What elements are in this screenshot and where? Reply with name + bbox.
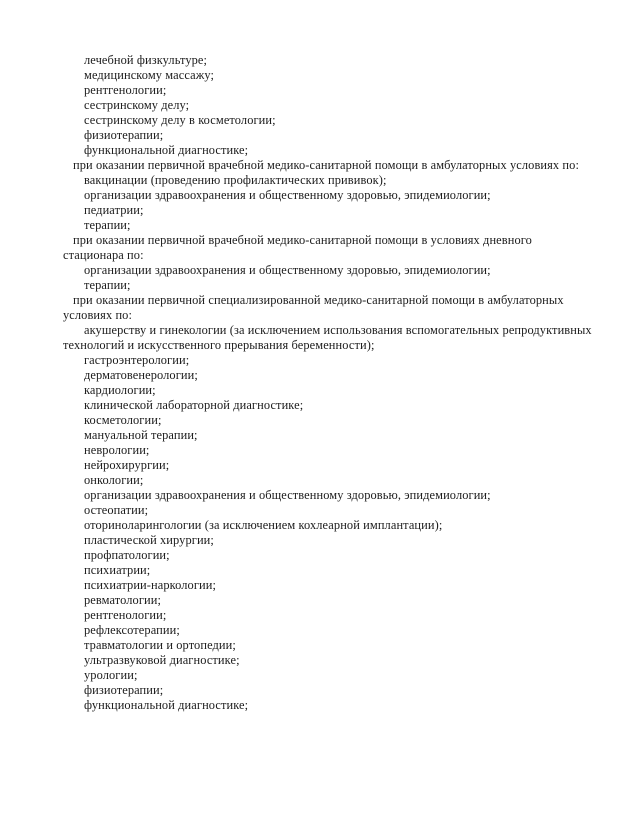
text-line: онкологии; — [84, 473, 144, 487]
text-line: пластической хирургии; — [84, 533, 214, 547]
text-line: дерматовенерологии; — [84, 368, 198, 382]
text-line: травматологии и ортопедии; — [84, 638, 236, 652]
text-line: мануальной терапии; — [84, 428, 198, 442]
text-line: физиотерапии; — [84, 128, 164, 142]
text-line: организации здравоохранения и общественному здоровью, эпидемиологии; — [84, 488, 491, 502]
text-line: функциональной диагностике; — [84, 143, 249, 157]
text-line: рефлексотерапии; — [84, 623, 180, 637]
text-line: нейрохирургии; — [84, 458, 170, 472]
text-line: при оказании первичной специализированной медико-санитарной помощи в амбулаторных — [73, 293, 564, 307]
text-line: лечебной физкультуре; — [84, 53, 208, 67]
text-line: косметологии; — [84, 413, 162, 427]
text-line: педиатрии; — [84, 203, 144, 217]
text-line: психиатрии; — [84, 563, 151, 577]
text-line: оториноларингологии (за исключением кохлеарной имплантации); — [84, 518, 443, 532]
text-line: ревматологии; — [84, 593, 162, 607]
text-line: урологии; — [84, 668, 138, 682]
text-line: профпатологии; — [84, 548, 170, 562]
text-line: клинической лабораторной диагностике; — [84, 398, 304, 412]
text-line: при оказании первичной врачебной медико-санитарной помощи в амбулаторных условиях по: — [73, 158, 579, 172]
text-line: организации здравоохранения и общественному здоровью, эпидемиологии; — [84, 263, 491, 277]
text-line: медицинскому массажу; — [84, 68, 215, 82]
text-line: сестринскому делу; — [84, 98, 190, 112]
text-line: акушерству и гинекологии (за исключением использования вспомогательных репродуктивных — [84, 323, 592, 337]
text-line: сестринскому делу в косметологии; — [84, 113, 276, 127]
text-line: рентгенологии; — [84, 83, 167, 97]
text-line: терапии; — [84, 278, 131, 292]
text-line: стационара по: — [63, 248, 144, 262]
text-line: гастроэнтерологии; — [84, 353, 190, 367]
medical-services-list — [63, 53, 590, 713]
text-line: кардиологии; — [84, 383, 156, 397]
text-line: рентгенологии; — [84, 608, 167, 622]
text-line: при оказании первичной врачебной медико-санитарной помощи в условиях дневного — [73, 233, 532, 247]
text-line: функциональной диагностике; — [84, 698, 249, 712]
text-line: остеопатии; — [84, 503, 149, 517]
text-line: организации здравоохранения и общественному здоровью, эпидемиологии; — [84, 188, 491, 202]
text-line: терапии; — [84, 218, 131, 232]
text-line: вакцинации (проведению профилактических прививок); — [84, 173, 387, 187]
text-line: физиотерапии; — [84, 683, 164, 697]
text-line: условиях по: — [63, 308, 133, 322]
text-line: ультразвуковой диагностике; — [84, 653, 240, 667]
text-line: неврологии; — [84, 443, 150, 457]
text-line: психиатрии-наркологии; — [84, 578, 217, 592]
text-line: технологий и искусственного прерывания беременности); — [63, 338, 375, 352]
